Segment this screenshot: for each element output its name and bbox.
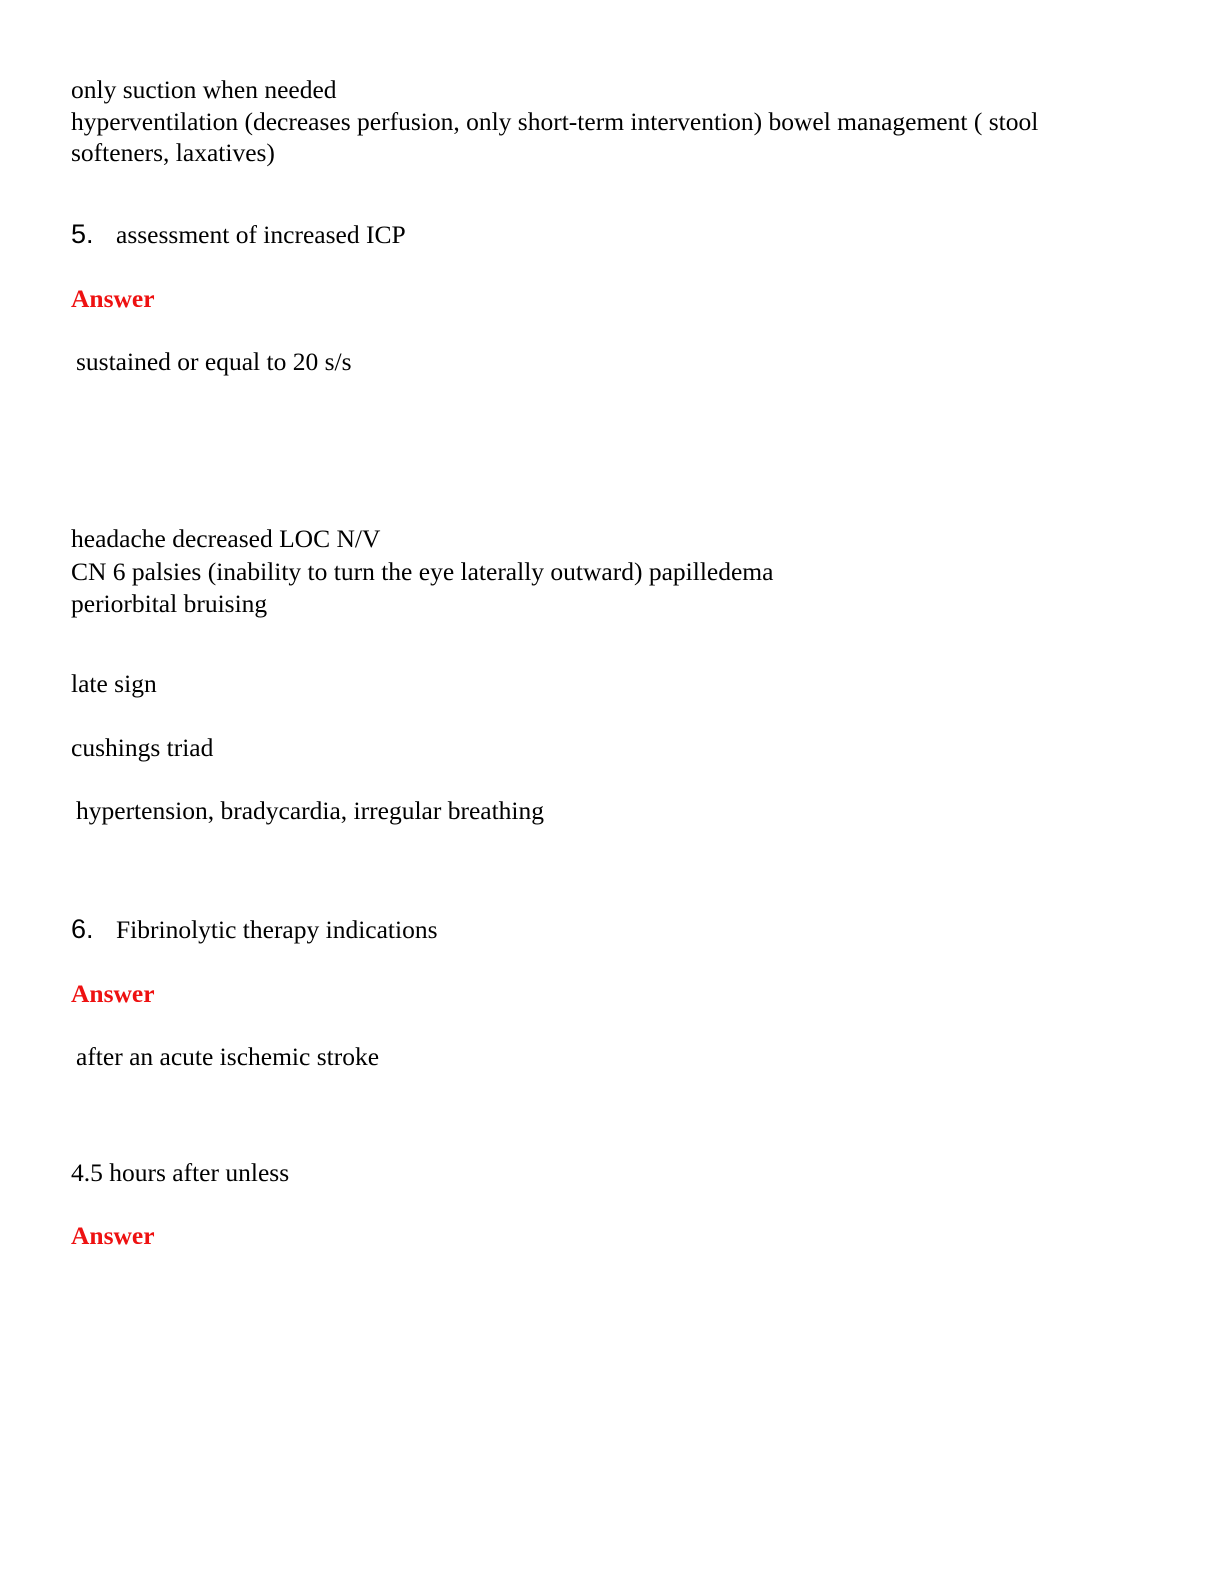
question-number: 6. — [71, 914, 94, 944]
cushings-triad-heading: cushings triad — [71, 733, 214, 762]
note-line-suction: only suction when needed — [71, 75, 337, 104]
note-line-cn6: CN 6 palsies (inability to turn the eye laterally outward) papilledema — [71, 557, 774, 586]
answer-label: Answer — [71, 284, 155, 313]
cushings-triad-detail: hypertension, bradycardia, irregular breathing — [76, 796, 545, 825]
note-line-hyperventilation: hyperventilation (decreases perfusion, only short-term intervention) bowel management ( stool — [71, 107, 1039, 136]
note-line-periorbital: periorbital bruising — [71, 589, 268, 618]
late-sign-heading: late sign — [71, 669, 157, 698]
answer-text: after an acute ischemic stroke — [76, 1042, 380, 1071]
question-5 — [71, 218, 406, 251]
question-text: assessment of increased ICP — [116, 220, 406, 249]
answer-label: Answer — [71, 979, 155, 1008]
note-line-hours: 4.5 hours after unless — [71, 1158, 290, 1187]
answer-text: sustained or equal to 20 s/s — [76, 347, 352, 376]
question-text: Fibrinolytic therapy indications — [116, 915, 438, 944]
note-line-headache: headache decreased LOC N/V — [71, 524, 381, 553]
question-number: 5. — [71, 219, 94, 249]
question-6 — [71, 913, 438, 946]
note-line-softeners: softeners, laxatives) — [71, 138, 275, 167]
answer-label-second: Answer — [71, 1221, 155, 1250]
